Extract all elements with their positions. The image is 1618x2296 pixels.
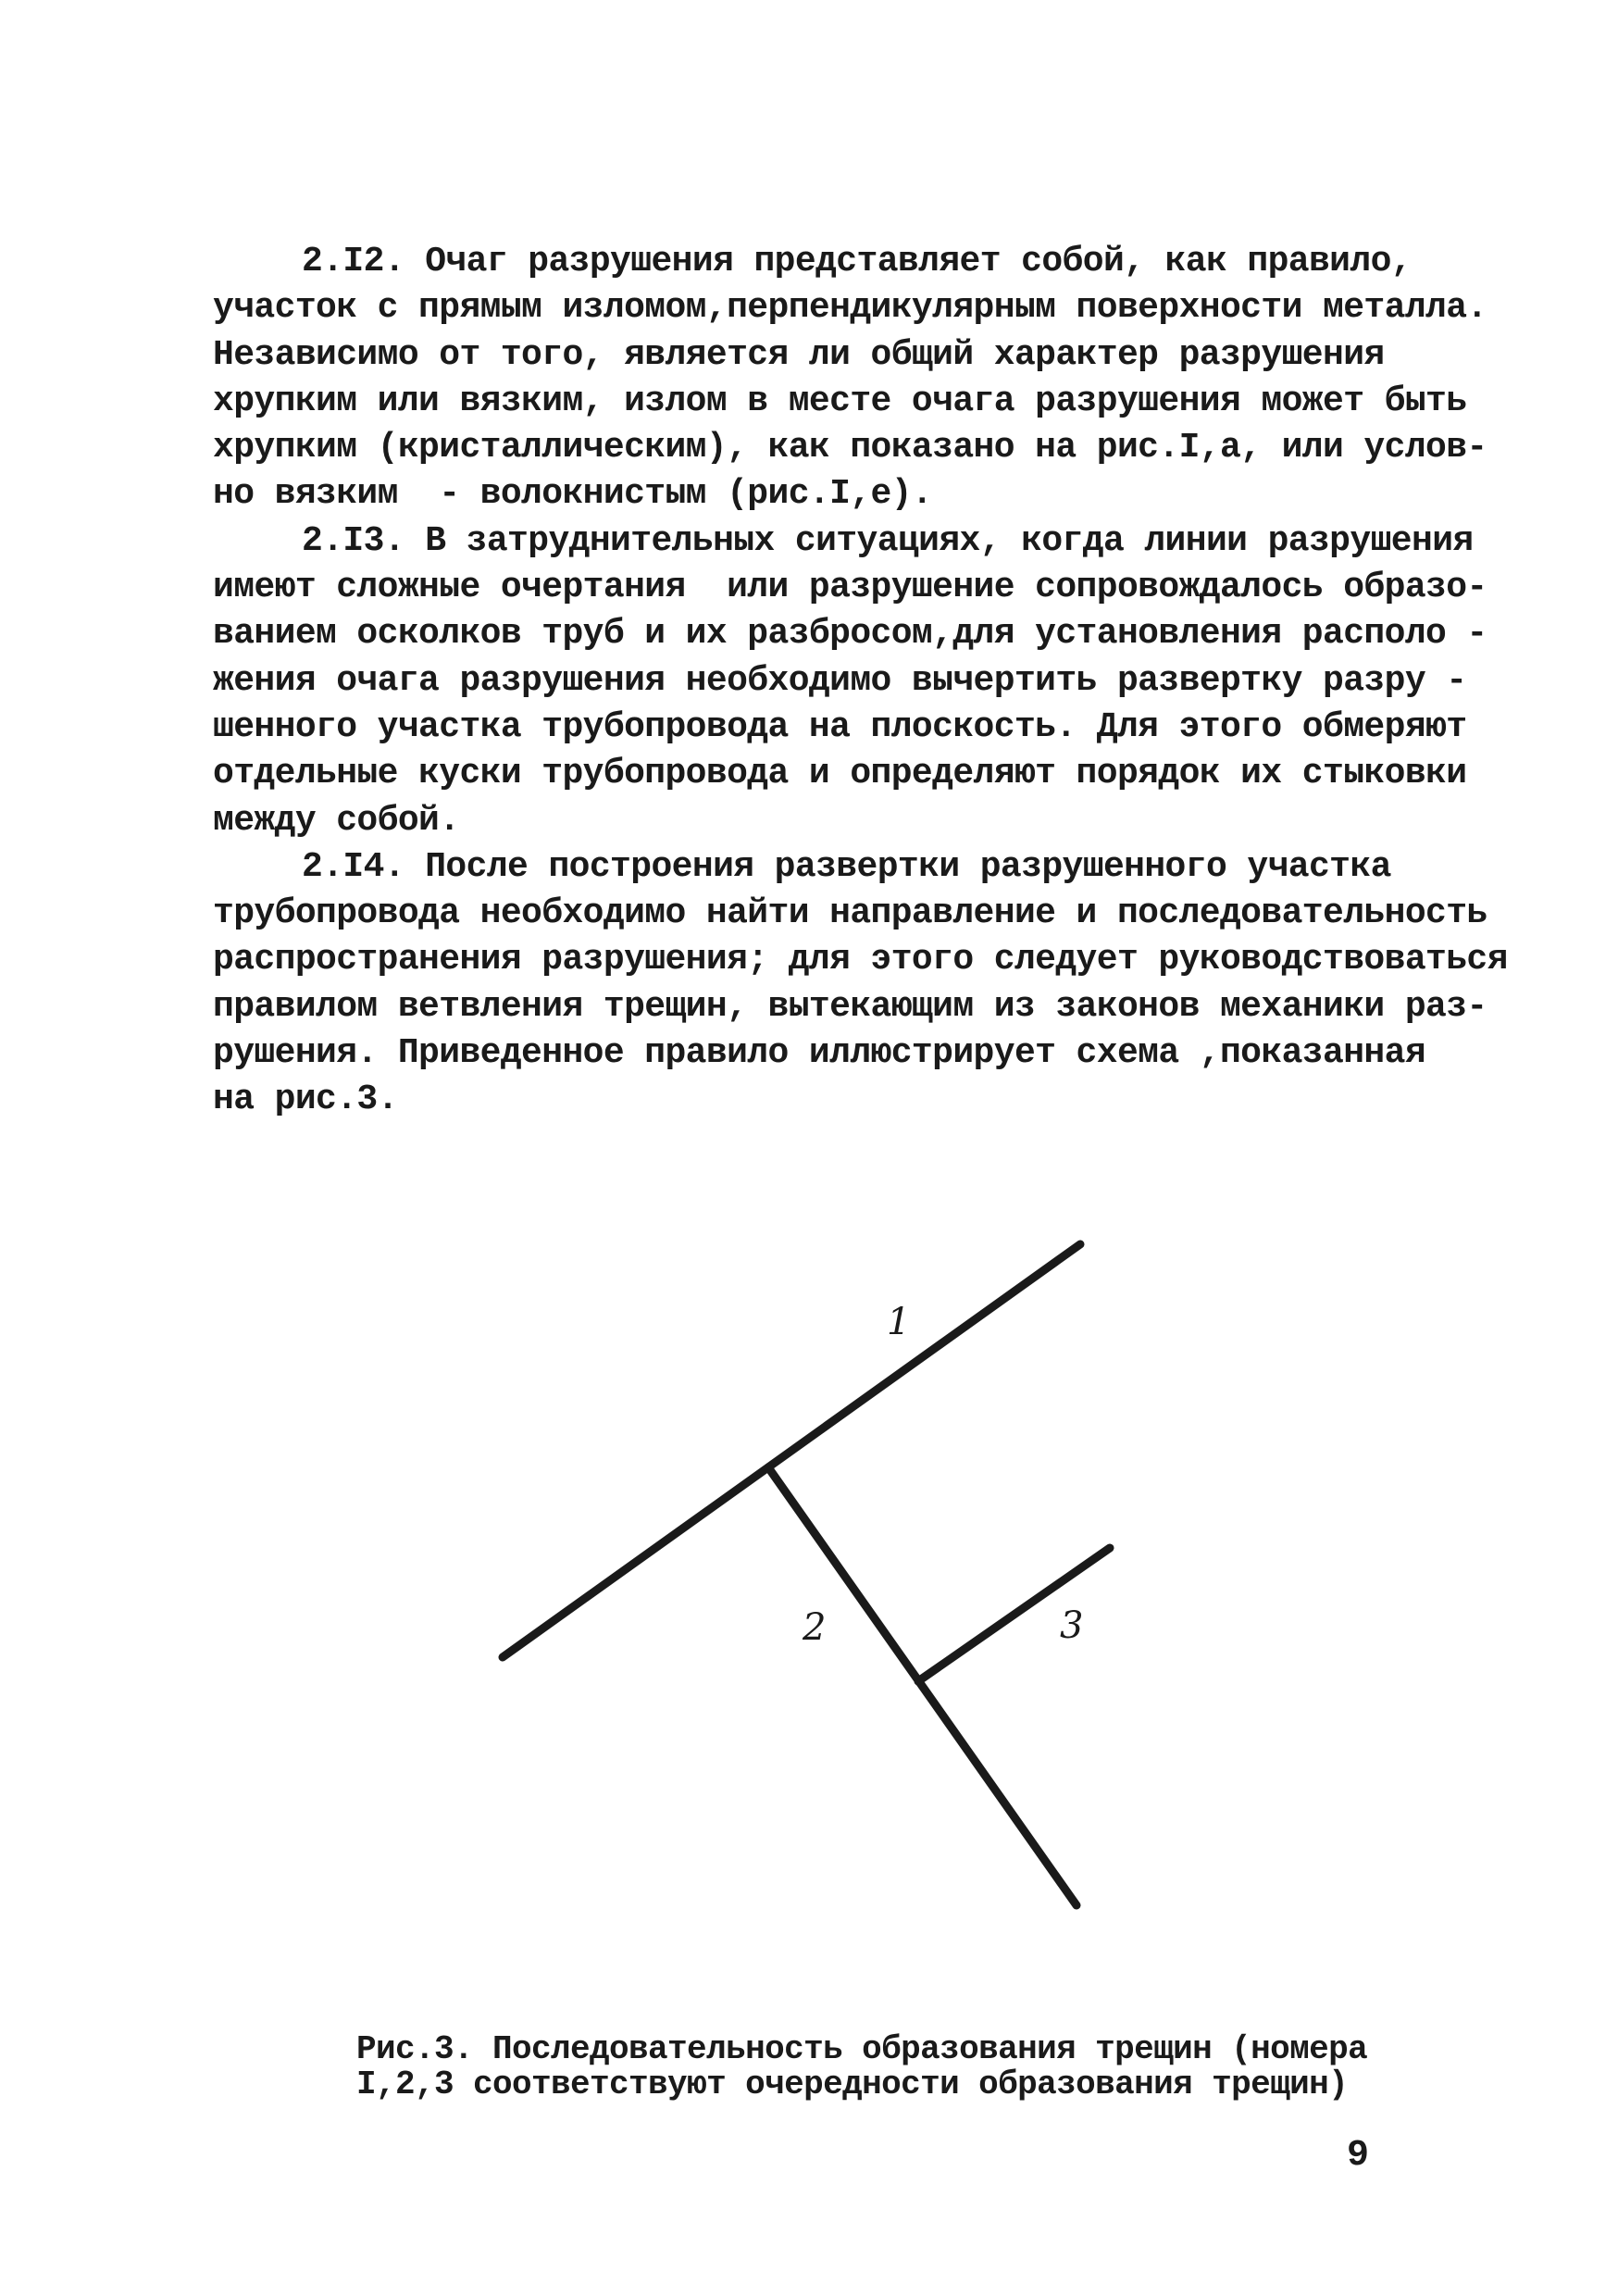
text-line: трубопровода необходимо найти направление и последовательность [213, 893, 1487, 934]
caption-line: I,2,3 соответствуют очередности образования трещин) [356, 2065, 1349, 2103]
text-line: шенного участка трубопровода на плоскость. Для этого обмеряют [213, 706, 1467, 747]
text-line: хрупким (кристаллическим), как показано на рис.I,а, или услов- [213, 428, 1487, 468]
text-line: но вязким - волокнистым (рис.I,е). [213, 474, 933, 515]
text-line: ванием осколков труб и их разбросом,для установления располо - [213, 614, 1487, 655]
crack-line-2 [768, 1467, 1077, 1905]
crack-label-3: 3 [1060, 1604, 1084, 1647]
text-line: участок с прямым изломом,перпендикулярным поверхности металла. [213, 288, 1487, 329]
text-line: 2.I2. Очаг разрушения представляет собой, как правило, [302, 242, 1413, 281]
paragraph-2-13 [213, 518, 1487, 844]
paragraph-2-14 [213, 844, 1508, 1124]
body-text [213, 239, 1508, 1124]
caption-line: Рис.3. Последовательность образования трещин (номера [356, 2030, 1368, 2068]
text-line: 2.I4. После построения развертки разрушенного участка [302, 846, 1391, 887]
text-line: отдельные куски трубопровода и определяют порядок их стыковки [213, 754, 1467, 794]
text-line: на рис.3. [213, 1079, 398, 1120]
paragraph-2-12 [213, 239, 1487, 518]
text-line: между собой. [213, 800, 460, 841]
text-line: 2.I3. В затруднительных ситуациях, когда линии разрушения [302, 520, 1474, 561]
text-line: жения очага разрушения необходимо вычертить развертку разру - [213, 660, 1467, 701]
page-number: 9 [1347, 2135, 1370, 2177]
text-line: Независимо от того, является ли общий характер разрушения [213, 334, 1385, 375]
crack-line-1 [503, 1244, 1080, 1657]
text-line: распространения разрушения; для этого следует руководствоваться [213, 940, 1508, 980]
text-line: рушения. Приведенное правило иллюстрирует схема ,показанная [213, 1033, 1426, 1074]
text-line: имеют сложные очертания или разрушение сопровождалось образо- [213, 568, 1487, 608]
crack-label-2: 2 [803, 1606, 827, 1649]
text-line: правилом ветвления трещин, вытекающим из законов механики раз- [213, 986, 1487, 1027]
crack-label-1: 1 [887, 1301, 911, 1343]
figure-caption [356, 2032, 1430, 2103]
text-line: хрупким или вязким, излом в месте очага разрушения может быть [213, 381, 1467, 421]
